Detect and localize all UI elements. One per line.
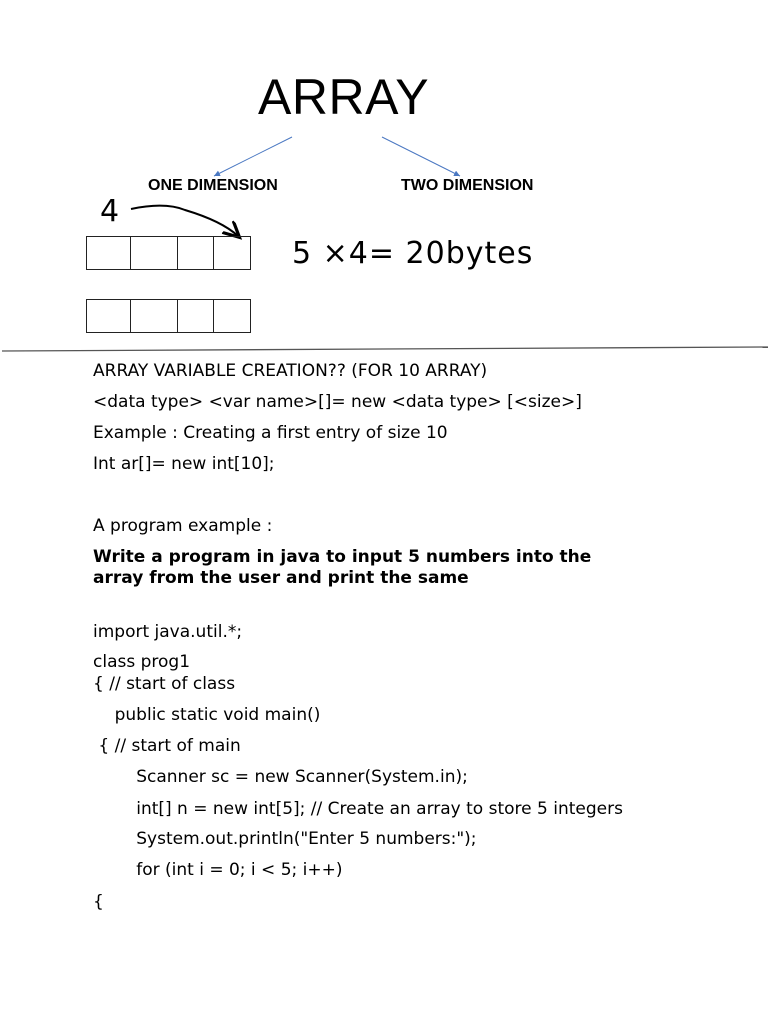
code-line: { // start of main: [93, 736, 241, 756]
code-line: import java.util.*;: [93, 622, 243, 642]
handwritten-index-label: 4: [100, 194, 121, 229]
code-line: int[] n = new int[5]; // Create an array to store 5 integers: [93, 799, 623, 819]
array-row-1: [86, 236, 251, 270]
array-cell: [131, 237, 178, 269]
code-line: { // start of class: [93, 674, 236, 694]
statement-line: Int ar[]= new int[10];: [93, 454, 275, 474]
page-title: ARRAY: [258, 69, 430, 125]
array-cell: [214, 300, 250, 332]
code-line: System.out.println("Enter 5 numbers:");: [93, 829, 477, 849]
array-cell: [178, 300, 214, 332]
code-line: {: [93, 892, 104, 912]
example-line: Example : Creating a first entry of size 10: [93, 423, 448, 443]
syntax-line: <data type> <var name>[]= new <data type> [<size>]: [93, 392, 582, 412]
two-dimension-label: TWO DIMENSION: [401, 177, 534, 194]
array-cell: [131, 300, 178, 332]
code-line: class prog1: [93, 652, 191, 672]
task-line-1: Write a program in java to input 5 numbers into the: [93, 547, 592, 567]
code-line: Scanner sc = new Scanner(System.in);: [93, 767, 468, 787]
section-heading: ARRAY VARIABLE CREATION?? (FOR 10 ARRAY): [93, 361, 488, 381]
code-line: for (int i = 0; i < 5; i++): [93, 860, 343, 880]
task-line-2: array from the user and print the same: [93, 568, 469, 588]
array-cell: [87, 300, 131, 332]
section-divider: [2, 347, 768, 351]
one-dimension-label: ONE DIMENSION: [148, 177, 278, 194]
code-line: public static void main(): [93, 705, 321, 725]
array-cell: [214, 237, 250, 269]
array-cell: [87, 237, 131, 269]
array-row-2: [86, 299, 251, 333]
arrow-to-two-dimension: [382, 137, 460, 176]
handwritten-index-arrow: [131, 206, 238, 236]
arrow-to-one-dimension: [214, 137, 292, 176]
program-intro: A program example :: [93, 516, 273, 536]
array-cell: [178, 237, 214, 269]
handwritten-size-equation: 5 ×4= 20bytes: [292, 236, 534, 271]
